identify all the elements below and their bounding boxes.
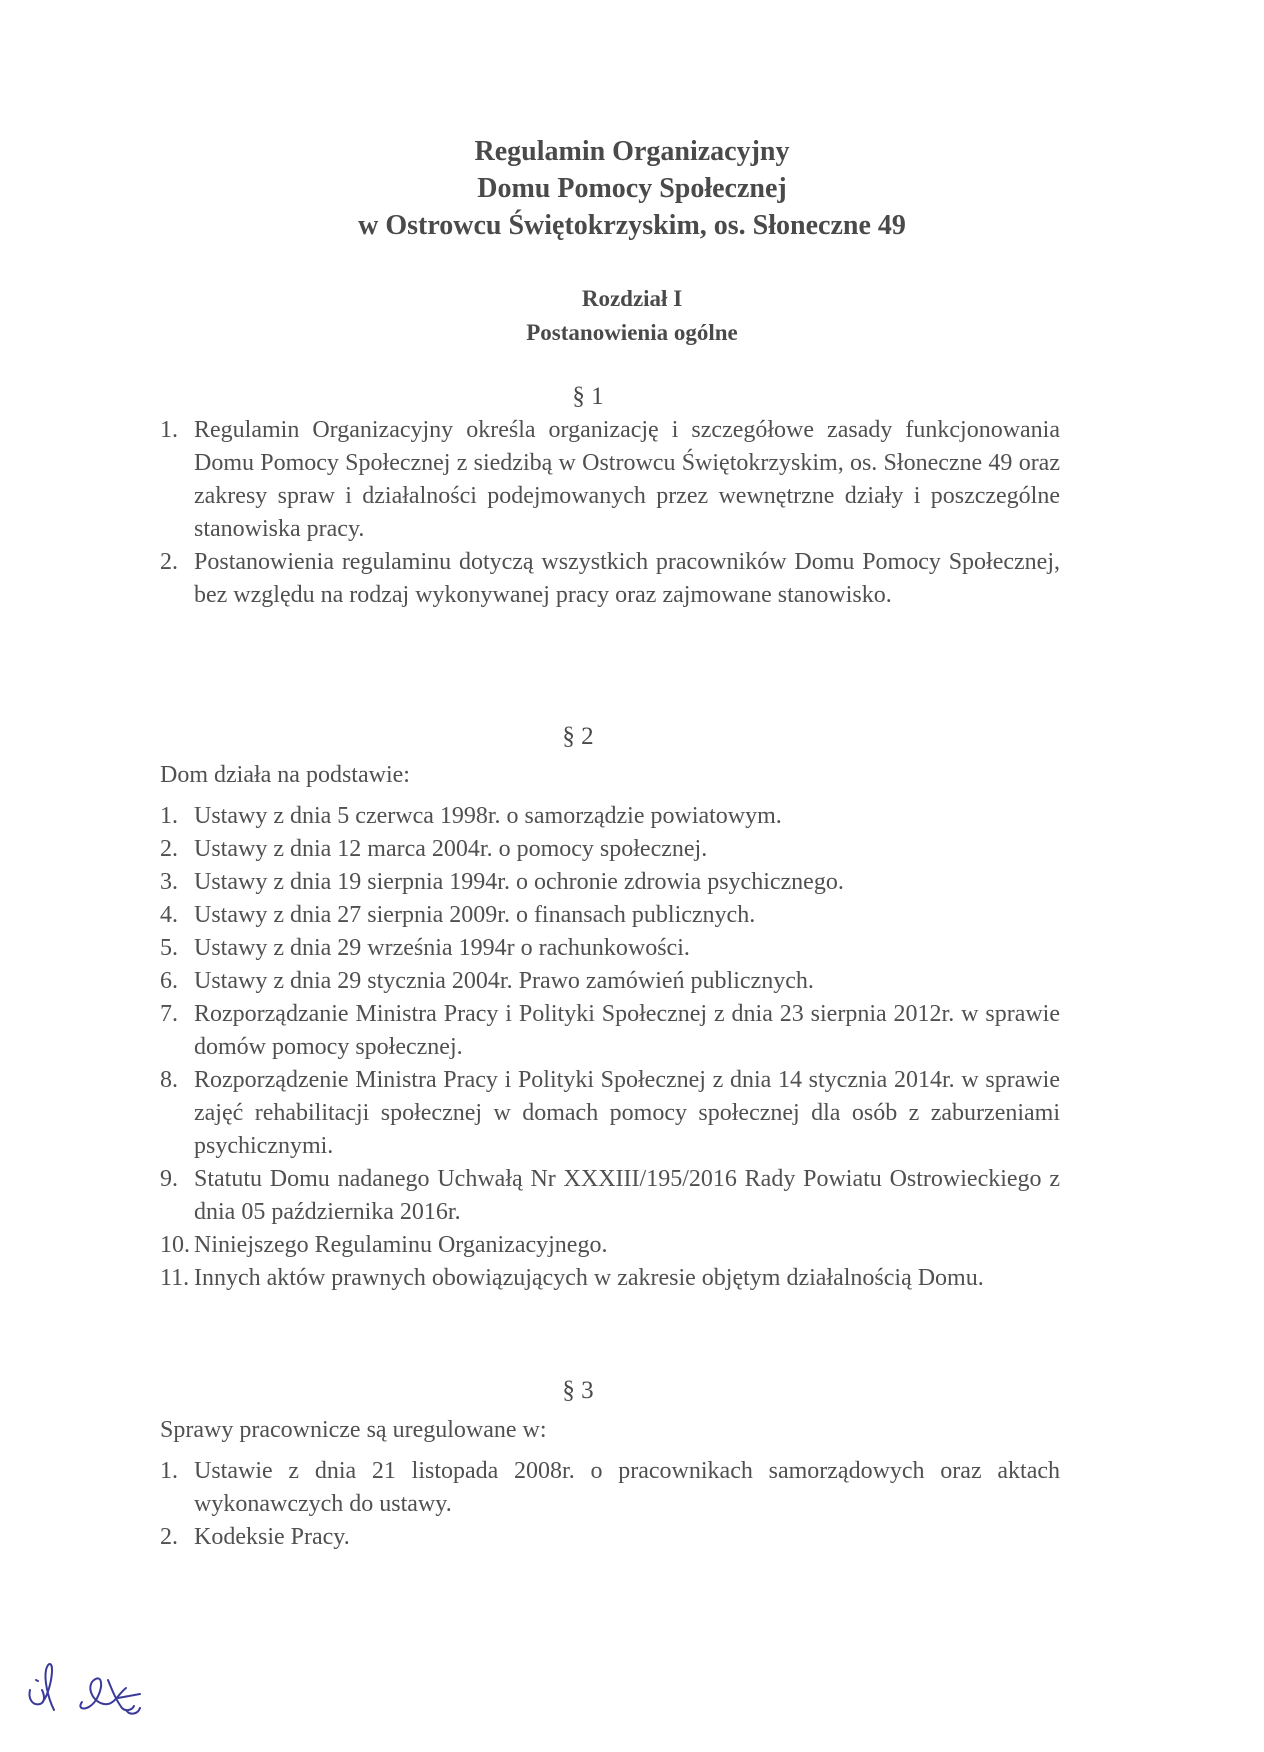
chapter-name: Postanowienia ogólne [526,320,738,345]
item-number: 2. [160,549,178,575]
paragraph-3-list [160,1455,1060,1554]
item-number: 1. [160,803,178,829]
item-text: Postanowienia regulaminu dotyczą wszystkich pracowników Domu Pomocy Społecznej, bez względu na rodzaj wykonywanej pracy oraz zajmowane stanowisko. [194,549,1060,608]
chapter-heading [0,282,1264,350]
paragraph-1 [160,414,1060,612]
item-text: Kodeksie Pracy. [194,1524,350,1550]
item-text: Statutu Domu nadanego Uchwałą Nr XXXIII/195/2016 Rady Powiatu Ostrowieckiego z dnia 05 października 2016r. [194,1166,1060,1225]
item-number: 1. [160,1458,178,1484]
item-text: Ustawy z dnia 29 września 1994r o rachunkowości. [194,935,690,961]
item-number: 4. [160,902,178,928]
list-item [160,899,1060,932]
handwritten-signature [22,1650,172,1725]
item-number: 3. [160,869,178,895]
document-title [0,133,1264,244]
list-item [160,833,1060,866]
list-item [160,932,1060,965]
list-item [160,1229,1060,1262]
title-line-2: Domu Pomocy Społecznej [477,173,787,204]
paragraph-2-intro: Dom działa na podstawie: [160,762,410,788]
item-text: Innych aktów prawnych obowiązujących w zakresie objętym działalnością Domu. [194,1265,984,1291]
item-text: Rozporządzenie Ministra Pracy i Polityki Społecznej z dnia 14 stycznia 2014r. w sprawie zajęć rehabilitacji społecznej w domach pomocy społecznej dla osób z zaburzeniami psychicznymi. [194,1067,1060,1159]
paragraph-2-sign: § 2 [562,723,594,750]
item-text: Ustawy z dnia 12 marca 2004r. o pomocy społecznej. [194,836,708,862]
signature-icon [22,1650,172,1725]
item-text: Rozporządzanie Ministra Pracy i Polityki Społecznej z dnia 23 sierpnia 2012r. w sprawie domów pomocy społecznej. [194,1001,1060,1060]
item-number: 2. [160,836,178,862]
paragraph-1-list [160,414,1060,612]
title-line-3: w Ostrowcu Świętokrzyskim, os. Słoneczne 49 [358,210,906,241]
paragraph-1-sign: § 1 [572,383,604,410]
list-item [160,1064,1060,1163]
item-number: 7. [160,1001,178,1027]
list-item [160,866,1060,899]
item-number: 1. [160,417,178,443]
item-text: Ustawy z dnia 29 stycznia 2004r. Prawo zamówień publicznych. [194,968,814,994]
list-item [160,1455,1060,1521]
item-number: 8. [160,1067,178,1093]
item-number: 2. [160,1524,178,1550]
item-number: 10. [160,1232,190,1258]
list-item [160,965,1060,998]
item-text: Ustawy z dnia 5 czerwca 1998r. o samorządzie powiatowym. [194,803,782,829]
item-number: 11. [160,1265,190,1291]
item-text: Ustawie z dnia 21 listopada 2008r. o pracownikach samorządowych oraz aktach wykonawczych do ustawy. [194,1458,1060,1517]
item-number: 9. [160,1166,178,1192]
chapter-number: Rozdział I [581,286,683,311]
paragraph-2 [160,758,1060,1295]
list-item [160,546,1060,612]
list-item [160,800,1060,833]
title-line-1: Regulamin Organizacyjny [474,136,790,167]
item-number: 6. [160,968,178,994]
paragraph-3 [160,1413,1060,1554]
list-item [160,1521,1060,1554]
item-text: Ustawy z dnia 19 sierpnia 1994r. o ochronie zdrowia psychicznego. [194,869,844,895]
list-item [160,414,1060,546]
item-text: Ustawy z dnia 27 sierpnia 2009r. o finansach publicznych. [194,902,756,928]
paragraph-2-list [160,800,1060,1295]
item-text: Regulamin Organizacyjny określa organizację i szczegółowe zasady funkcjonowania Domu Pomocy Społecznej z siedzibą w Ostrowcu Świętokrzyskim, os. Słoneczne 49 oraz zakresy spraw i działalności podejmowanych przez wewnętrzne działy i poszczególne stanowiska pracy. [194,417,1060,542]
paragraph-3-intro: Sprawy pracownicze są uregulowane w: [160,1417,547,1443]
item-text: Niniejszego Regulaminu Organizacyjnego. [194,1232,608,1258]
paragraph-3-sign: § 3 [562,1377,594,1404]
list-item [160,998,1060,1064]
item-number: 5. [160,935,178,961]
list-item [160,1163,1060,1229]
list-item [160,1262,1060,1295]
